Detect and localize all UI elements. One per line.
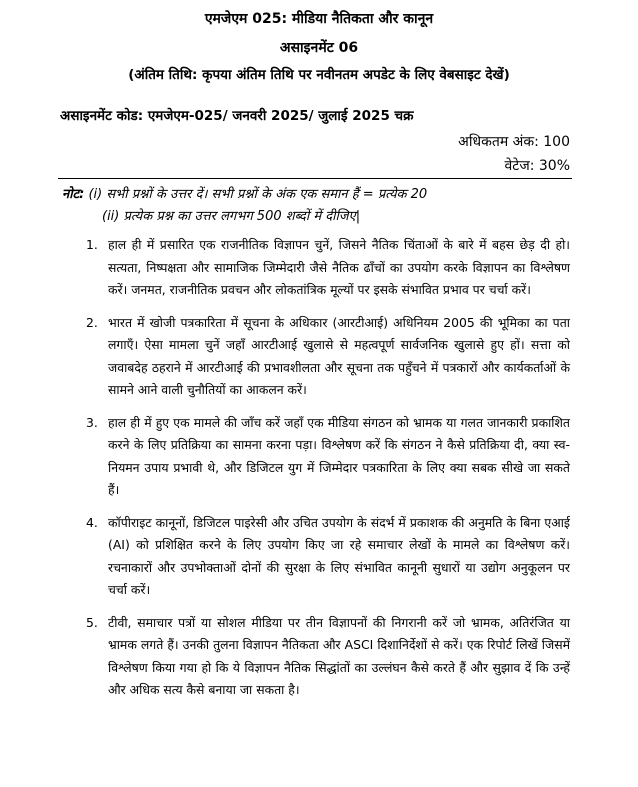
instructions-note: [62, 184, 582, 228]
question-item: [80, 512, 570, 602]
question-number: 1.: [86, 237, 98, 252]
question-list: [80, 234, 570, 712]
question-number: 4.: [86, 514, 98, 530]
assignment-number: असाइनमेंट 06: [279, 40, 359, 56]
weightage: वेटेज: 30%: [504, 158, 570, 174]
question-text: टीवी, समाचार पत्रों या सोशल मीडिया पर तीन विज्ञापनों की निगरानी करें जो भ्रामक, अतिरंजित या भ्रामक लगते हैं। उनकी तुलना विज्ञापन नैतिकता और ASCI दिशानिर्देशों से करें। एक रिपोर्ट लिखें जिसमें विश्लेषण किया गया हो कि ये विज्ञापन नैतिक सिद्धांतों का उल्लंघन कैसे करते हैं और सुझाव दें कि उन्हें और अधिक सत्य कैसे बनाया जा सकता है।: [108, 614, 570, 697]
course-title: एमजेएम 025: मीडिया नैतिकता और कानून: [204, 11, 434, 27]
note-text-1: (i) सभी प्रश्नों के उत्तर दें। सभी प्रश्नों के अंक एक समान हैं = प्रत्येक 20: [84, 187, 428, 202]
note-label: नोट:: [62, 187, 85, 202]
question-text: हाल ही में हुए एक मामले की जाँच करें जहाँ एक मीडिया संगठन को भ्रामक या गलत जानकारी प्रकाशित करने के लिए प्रतिक्रिया का सामना करना पड़ा। विश्लेषण करें कि संगठन ने कैसे प्रतिक्रिया दी, क्या स्व-नियमन उपाय प्रभावी थे, और डिजिटल युग में जिम्मेदार पत्रकारिता के लिए क्या सबक सीखे जा सकते हैं।: [108, 414, 570, 497]
note-line-2: (ii) प्रत्येक प्रश्न का उत्तर लगभग 500 शब्दों में दीजिए|: [102, 209, 361, 224]
question-item: [80, 234, 570, 302]
question-number: 2.: [86, 314, 98, 330]
max-marks: अधिकतम अंक: 100: [458, 134, 570, 150]
question-number: 5.: [86, 614, 98, 630]
question-item: [80, 612, 570, 702]
question-text: हाल ही में प्रसारित एक राजनीतिक विज्ञापन चुनें, जिसने नैतिक चिंताओं के बारे में बहस छेड़ दी हो। सत्यता, निष्पक्षता और सामाजिक जिम्मेदारी जैसे नैतिक ढाँचों का उपयोग करके विज्ञापन का विश्लेषण करें। जनमत, राजनीतिक प्रवचन और लोकतांत्रिक मूल्यों पर इसके संभावित प्रभाव पर चर्चा करें।: [108, 237, 570, 297]
question-item: [80, 412, 570, 502]
question-text: कॉपीराइट कानूनों, डिजिटल पाइरेसी और उचित उपयोग के संदर्भ में प्रकाशक की अनुमति के बिना एआई (AI) को प्रशिक्षित करने के लिए उपयोग किए जा रहे समाचार लेखों के मामले का विश्लेषण करें। रचनाकारों और उपभोक्ताओं दोनों की सुरक्षा के लिए संभावित कानूनी सुधारों या उद्योग अनुकूलन पर चर्चा करें।: [108, 514, 570, 597]
question-number: 3.: [86, 414, 98, 430]
question-item: [80, 312, 570, 402]
deadline-note: (अंतिम तिथि: कृपया अंतिम तिथि पर नवीनतम अपडेट के लिए वेबसाइट देखें): [128, 67, 510, 83]
note-line-1: [62, 184, 582, 206]
assignment-code: असाइनमेंट कोड: एमजेएम-025/ जनवरी 2025/ जुलाई 2025 चक्र: [60, 108, 414, 124]
divider: [58, 178, 572, 179]
question-text: भारत में खोजी पत्रकारिता में सूचना के अधिकार (आरटीआई) अधिनियम 2005 की भूमिका का पता लगाएँ। ऐसा मामला चुनें जहाँ आरटीआई खुलासे से महत्वपूर्ण सार्वजनिक खुलासे हुए हों। सत्ता को जवाबदेह ठहराने में आरटीआई की प्रभावशीलता और सूचना तक पहुँचने में पत्रकारों और कार्यकर्ताओं के सामने आने वाली चुनौतियों का आकलन करें।: [108, 314, 570, 397]
